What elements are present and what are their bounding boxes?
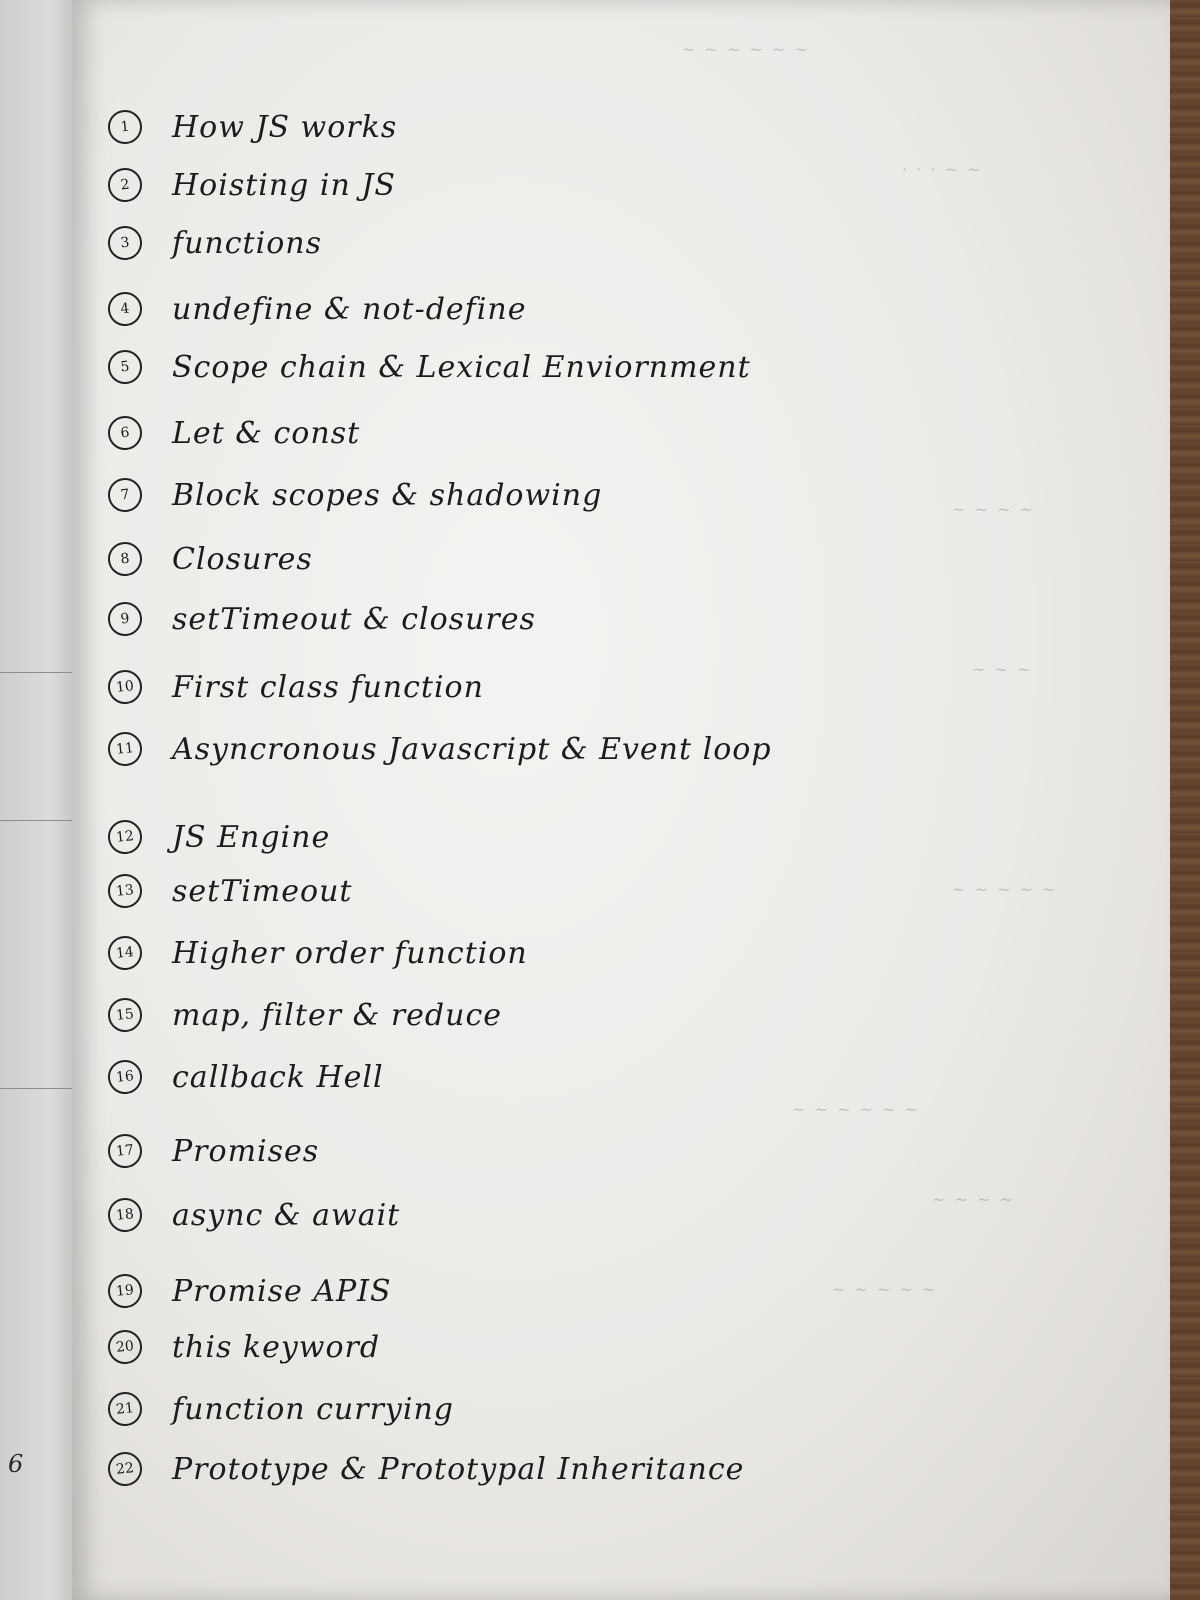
item-number: 5 — [106, 348, 143, 385]
item-number: 21 — [106, 1390, 143, 1427]
list-item — [108, 1384, 454, 1434]
list-item — [108, 408, 360, 458]
topic-list — [72, 0, 1170, 1600]
item-number: 13 — [106, 872, 143, 909]
bleed-through-mark: ~ ~ ~ ~ — [932, 1190, 1015, 1209]
item-number: 2 — [106, 166, 143, 203]
item-number: 12 — [106, 818, 143, 855]
page-edge-line — [0, 1088, 72, 1089]
item-text: functions — [172, 225, 322, 261]
item-number: 11 — [106, 730, 143, 767]
left-notebook-page — [0, 0, 72, 1600]
bleed-through-mark: ~ ~ ~ ~ ~ ~ — [682, 40, 810, 59]
list-item — [108, 928, 528, 978]
list-item — [108, 470, 602, 520]
item-text: Prototype & Prototypal Inheritance — [172, 1451, 745, 1487]
list-item — [108, 990, 502, 1040]
list-item — [108, 662, 484, 712]
item-text: setTimeout — [172, 873, 353, 909]
item-text: Asyncronous Javascript & Event loop — [172, 731, 772, 767]
list-item — [108, 218, 322, 268]
item-number: 6 — [106, 414, 143, 451]
item-text: async & await — [172, 1197, 401, 1233]
item-text: map, filter & reduce — [172, 997, 503, 1033]
list-item — [108, 1052, 384, 1102]
list-item — [108, 594, 536, 644]
item-number: 7 — [106, 476, 143, 513]
handwritten-page — [72, 0, 1170, 1600]
item-text: Let & const — [172, 415, 361, 451]
item-text: undefine & not-define — [172, 291, 527, 327]
item-number: 19 — [106, 1272, 143, 1309]
list-item — [108, 1444, 744, 1494]
list-item — [108, 534, 313, 584]
item-number: 15 — [106, 996, 143, 1033]
list-item — [108, 1266, 392, 1316]
item-number: 16 — [106, 1058, 143, 1095]
item-text: function currying — [172, 1391, 454, 1427]
item-number: 8 — [106, 540, 143, 577]
bleed-through-mark: ~ ~ ~ ~ ~ — [952, 880, 1058, 899]
list-item — [108, 102, 397, 152]
list-item — [108, 342, 751, 392]
bleed-through-mark: ~ ~ ~ ~ ~ ~ — [792, 1100, 920, 1119]
item-number: 9 — [106, 600, 143, 637]
item-text: First class function — [172, 669, 484, 705]
item-text: Higher order function — [172, 935, 528, 971]
item-number: 4 — [106, 290, 143, 327]
item-text: callback Hell — [172, 1059, 384, 1095]
item-number: 17 — [106, 1132, 143, 1169]
item-number: 10 — [106, 668, 143, 705]
list-item — [108, 1126, 319, 1176]
page-edge-line — [0, 820, 72, 821]
item-text: Hoisting in JS — [172, 167, 396, 203]
bleed-through-mark: ~ ~ ~ ~ ~ — [832, 1280, 938, 1299]
item-number: 20 — [106, 1328, 143, 1365]
list-item — [108, 284, 526, 334]
item-number: 22 — [106, 1450, 143, 1487]
item-text: this keyword — [172, 1329, 381, 1365]
list-item — [108, 866, 352, 916]
item-text: Promise APIS — [172, 1273, 392, 1309]
item-text: How JS works — [172, 109, 398, 145]
list-item — [108, 1322, 380, 1372]
bleed-through-mark: ~ ~ ~ ~ — [952, 500, 1035, 519]
item-number: 3 — [106, 224, 143, 261]
bleed-through-mark: ~ ~ ~ — [972, 660, 1033, 679]
item-text: Closures — [172, 541, 313, 577]
item-number: 14 — [106, 934, 143, 971]
item-text: JS Engine — [172, 819, 331, 855]
item-number: 1 — [106, 108, 143, 145]
item-text: Promises — [172, 1133, 320, 1169]
item-text: setTimeout & closures — [172, 601, 536, 637]
item-number: 18 — [106, 1196, 143, 1233]
list-item — [108, 812, 330, 862]
bleed-through-mark: · · · ~ ~ — [902, 160, 983, 179]
page-edge-line — [0, 672, 72, 673]
list-item — [108, 1190, 400, 1240]
item-text: Scope chain & Lexical Enviornment — [172, 349, 751, 385]
page-number: 6 — [8, 1450, 24, 1478]
item-text: Block scopes & shadowing — [172, 477, 603, 513]
list-item — [108, 160, 396, 210]
list-item — [108, 724, 772, 774]
wooden-table-edge — [1170, 0, 1200, 1600]
